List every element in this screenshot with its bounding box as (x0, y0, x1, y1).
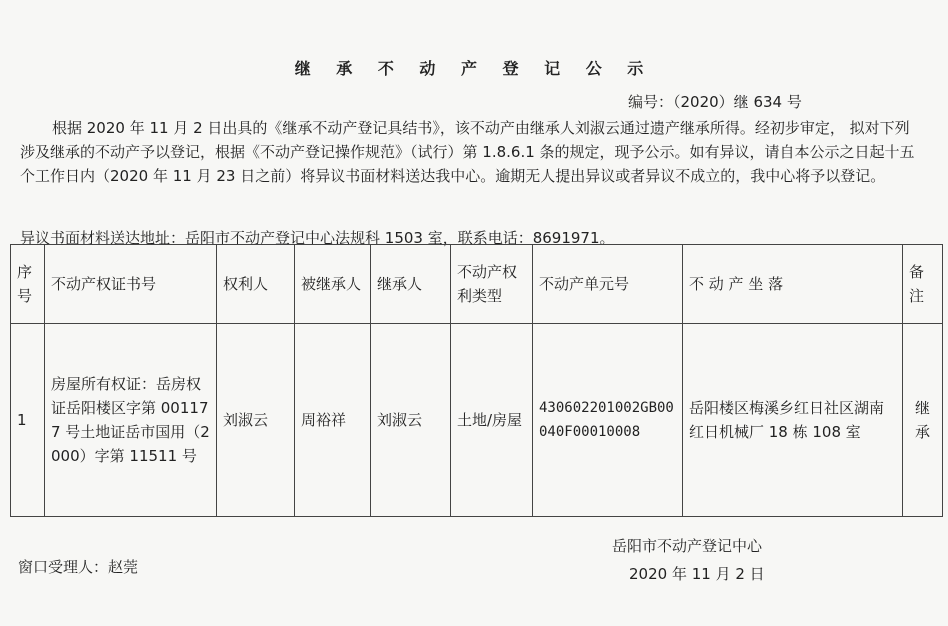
header-unit-no: 不动产单元号 (533, 245, 683, 324)
cell-right-type: 土地/房屋 (451, 324, 533, 517)
objection-address: 异议书面材料送达地址：岳阳市不动产登记中心法规科 1503 室，联系电话：8691971。 (20, 229, 615, 247)
document-number: 编号：（2020）继 634 号 (628, 93, 802, 111)
table-row (11, 324, 943, 517)
cell-cert: 房屋所有权证：岳房权证岳阳楼区字第 001177 号土地证岳市国用（2000）字第 11511 号 (45, 324, 217, 517)
issue-date: 2020 年 11 月 2 日 (629, 565, 765, 583)
cell-unit-no: 430602201002GB00040F00010008 (533, 324, 683, 517)
document-title: 继 承 不 动 产 登 记 公 示 (294, 59, 654, 78)
cell-seq: 1 (11, 324, 45, 517)
cell-holder: 刘淑云 (217, 324, 295, 517)
header-seq: 序号 (11, 245, 45, 324)
header-heir: 继承人 (371, 245, 451, 324)
header-holder: 权利人 (217, 245, 295, 324)
notice-body: 根据 2020 年 11 月 2 日出具的《继承不动产登记具结书》，该不动产由继承人刘淑云通过遗产继承所得。经初步审定， 拟对下列涉及继承的不动产予以登记，根据《不动产登记操作规范》（试行）第 1.8.6.1 条的规定，现予公示。如有异议，请自本公示之日起十五个工作日内（2020 年 11 月 23 日之前）将异议书面材料送达我中心。逾期无人提出异议或者异议不成立的，我中心将予以登记。 (20, 119, 915, 185)
header-cert: 不动产权证书号 (45, 245, 217, 324)
table-header-row (11, 245, 943, 324)
cell-decedent: 周裕祥 (295, 324, 371, 517)
cell-location: 岳阳楼区梅溪乡红日社区湖南红日机械厂 18 栋 108 室 (683, 324, 903, 517)
cell-remark: 继承 (903, 324, 943, 517)
window-receiver: 窗口受理人：赵莞 (18, 558, 139, 576)
header-location: 不 动 产 坐 落 (683, 245, 903, 324)
notice-table (10, 244, 943, 517)
header-decedent: 被继承人 (295, 245, 371, 324)
issuer-name: 岳阳市不动产登记中心 (612, 537, 763, 555)
header-remark: 备注 (903, 245, 943, 324)
cell-heir: 刘淑云 (371, 324, 451, 517)
header-right-type: 不动产权利类型 (451, 245, 533, 324)
